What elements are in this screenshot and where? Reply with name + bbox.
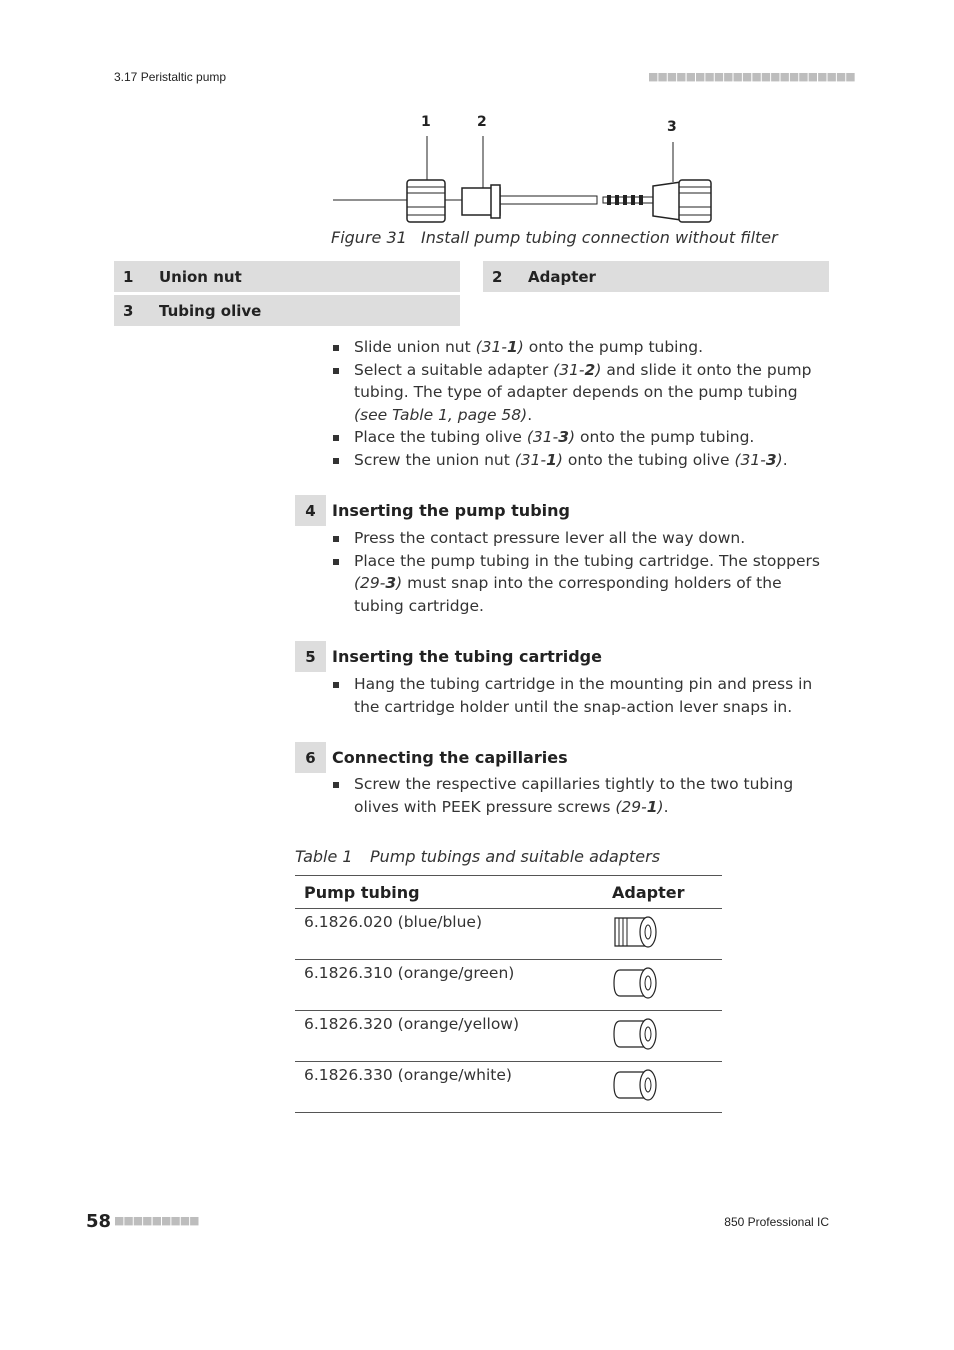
figure-label-2: 2 bbox=[477, 114, 487, 130]
list-item: Select a suitable adapter (31-2) and slide it onto the pump tubing. The type of adapter depends on the pump tubing (see Table 1, page 58). bbox=[332, 359, 832, 427]
pump-tubing-connection-figure bbox=[325, 130, 725, 230]
table-header-row bbox=[295, 876, 722, 909]
step-title: Connecting the capillaries bbox=[332, 748, 568, 767]
tubing-cell: 6.1826.320 (orange/yellow) bbox=[295, 1011, 603, 1062]
tubing-cell: 6.1826.020 (blue/blue) bbox=[295, 909, 603, 960]
legend-number: 1 bbox=[123, 267, 134, 286]
legend-number: 3 bbox=[123, 301, 134, 320]
page-number: 58 bbox=[86, 1211, 112, 1232]
tubing-cell: 6.1826.310 (orange/green) bbox=[295, 960, 603, 1011]
column-header-pump-tubing: Pump tubing bbox=[295, 876, 603, 909]
legend-number: 2 bbox=[492, 267, 503, 286]
table-caption-text: Pump tubings and suitable adapters bbox=[370, 847, 661, 866]
step-title: Inserting the pump tubing bbox=[332, 501, 570, 520]
list-item: Hang the tubing cartridge in the mounting pin and press in the cartridge holder until the snap-action lever snaps in. bbox=[332, 673, 832, 718]
list-item: Screw the union nut (31-1) onto the tubing olive (31-3). bbox=[332, 449, 832, 472]
legend-item-adapter bbox=[483, 261, 829, 292]
step-number: 6 bbox=[295, 742, 326, 773]
step-number: 5 bbox=[295, 641, 326, 672]
footer-product-name: 850 Professional IC bbox=[724, 1215, 829, 1229]
ribbed-adapter-icon bbox=[612, 915, 658, 949]
list-item: Place the tubing olive (31-3) onto the pump tubing. bbox=[332, 426, 832, 449]
table-cross-reference-link[interactable]: (see Table 1, page 58) bbox=[354, 405, 528, 424]
step-number: 4 bbox=[295, 495, 326, 526]
figure-caption-text: Install pump tubing connection without filter bbox=[421, 228, 778, 247]
table-row bbox=[295, 909, 722, 960]
step-5-heading bbox=[295, 641, 602, 672]
plain-adapter-icon bbox=[612, 1017, 658, 1051]
list-item: Press the contact pressure lever all the way down. bbox=[332, 527, 832, 550]
legend-label: Union nut bbox=[159, 267, 242, 286]
step-6-heading bbox=[295, 742, 568, 773]
legend-item-tubing-olive bbox=[114, 295, 460, 326]
running-header-section: 3.17 Peristaltic pump bbox=[114, 70, 227, 84]
plain-adapter-icon bbox=[612, 1068, 658, 1102]
header-decoration: ■■■■■■■■■■■■■■■■■■■■■■ bbox=[648, 70, 855, 83]
instruction-list-connection bbox=[332, 336, 832, 471]
legend-item-union-nut bbox=[114, 261, 460, 292]
legend-label: Tubing olive bbox=[159, 301, 262, 320]
list-item: Slide union nut (31-1) onto the pump tubing. bbox=[332, 336, 832, 359]
figure-label-3: 3 bbox=[667, 119, 677, 135]
column-header-adapter: Adapter bbox=[603, 876, 722, 909]
step-4-heading bbox=[295, 495, 570, 526]
pump-tubing-table bbox=[295, 875, 722, 1113]
table-row bbox=[295, 1011, 722, 1062]
plain-adapter-icon bbox=[612, 966, 658, 1000]
instruction-list-step-5 bbox=[332, 673, 832, 718]
tubing-cell: 6.1826.330 (orange/white) bbox=[295, 1062, 603, 1113]
step-title: Inserting the tubing cartridge bbox=[332, 647, 602, 666]
table-caption-number: Table 1 bbox=[295, 847, 353, 866]
figure-label-1: 1 bbox=[421, 114, 431, 130]
legend-label: Adapter bbox=[528, 267, 596, 286]
footer-decoration: ■■■■■■■■■ bbox=[114, 1214, 199, 1227]
list-item: Place the pump tubing in the tubing cartridge. The stoppers (29-3) must snap into the corresponding holders of the tubing cartridge. bbox=[332, 550, 832, 618]
figure-caption-number: Figure 31 bbox=[331, 228, 407, 247]
instruction-list-step-6 bbox=[332, 773, 832, 818]
table-row bbox=[295, 960, 722, 1011]
instruction-list-step-4 bbox=[332, 527, 832, 617]
list-item: Screw the respective capillaries tightly to the two tubing olives with PEEK pressure screws (29-1). bbox=[332, 773, 832, 818]
table-row bbox=[295, 1062, 722, 1113]
